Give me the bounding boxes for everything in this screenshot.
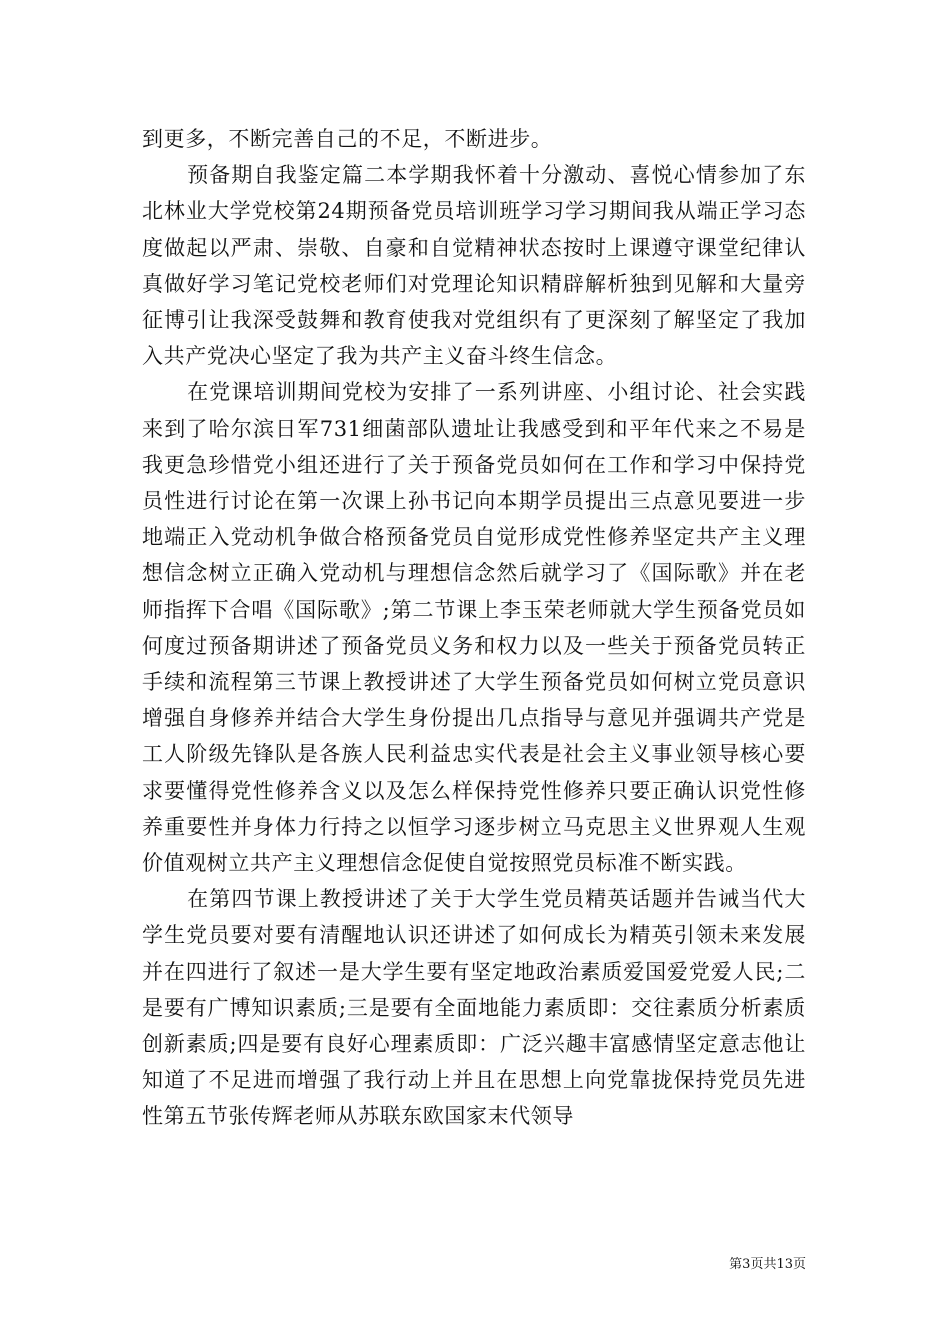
paragraph-2: 预备期自我鉴定篇二本学期我怀着十分激动、喜悦心情参加了东北林业大学党校第24期预备党员培训班学习学习期间我从端正学习态度做起以严肃、崇敬、自豪和自觉精神状态按时上课遵守课堂纪律认真做好学习笔记党校老师们对党理论知识精辟解析独到见解和大量旁征博引让我深受鼓舞和教育使我对党组织有了更深刻了解坚定了我加入共产党决心坚定了我为共产主义奋斗终生信念。 [142,163,806,369]
paragraph-1: 到更多，不断完善自己的不足，不断进步。 [142,127,553,151]
paragraph-3: 在党课培训期间党校为安排了一系列讲座、小组讨论、社会实践来到了哈尔滨日军731细菌部队遗址让我感受到和平年代来之不易是我更急珍惜党小组还进行了关于预备党员如何在工作和学习中保持党员性进行讨论在第一次课上孙书记向本期学员提出三点意见要进一步地端正入党动机争做合格预备党员自觉形成党性修养坚定共产主义理想信念树立正确入党动机与理想信念然后就学习了《国际歌》并在老师指挥下合唱《国际歌》;第二节课上李玉荣老师就大学生预备党员如何度过预备期讲述了预备党员义务和权力以及一些关于预备党员转正手续和流程第三节课上教授讲述了大学生预备党员如何树立党员意识增强自身修养并结合大学生身份提出几点指导与意见并强调共产党是工人阶级先锋队是各族人民利益忠实代表是社会主义事业领导核心要求要懂得党性修养含义以及怎么样保持党性修养只要正确认识党性修养重要性并身体力行持之以恒学习逐步树立马克思主义世界观人生观价值观树立共产主义理想信念促使自觉按照党员标准不断实践。 [142,380,806,876]
document-body [142,121,806,1135]
paragraph-4: 在第四节课上教授讲述了关于大学生党员精英话题并告诫当代大学生党员要对要有清醒地认识还讲述了如何成长为精英引领未来发展并在四进行了叙述一是大学生要有坚定地政治素质爱国爱党爱人民;二是要有广博知识素质;三是要有全面地能力素质即：交往素质分析素质创新素质;四是要有良好心理素质即：广泛兴趣丰富感情坚定意志他让知道了不足进而增强了我行动上并且在思想上向党靠拢保持党员先进性第五节张传辉老师从苏联东欧国家末代领导 [142,887,806,1129]
page-number-footer: 第3页共13页 [729,1257,806,1272]
